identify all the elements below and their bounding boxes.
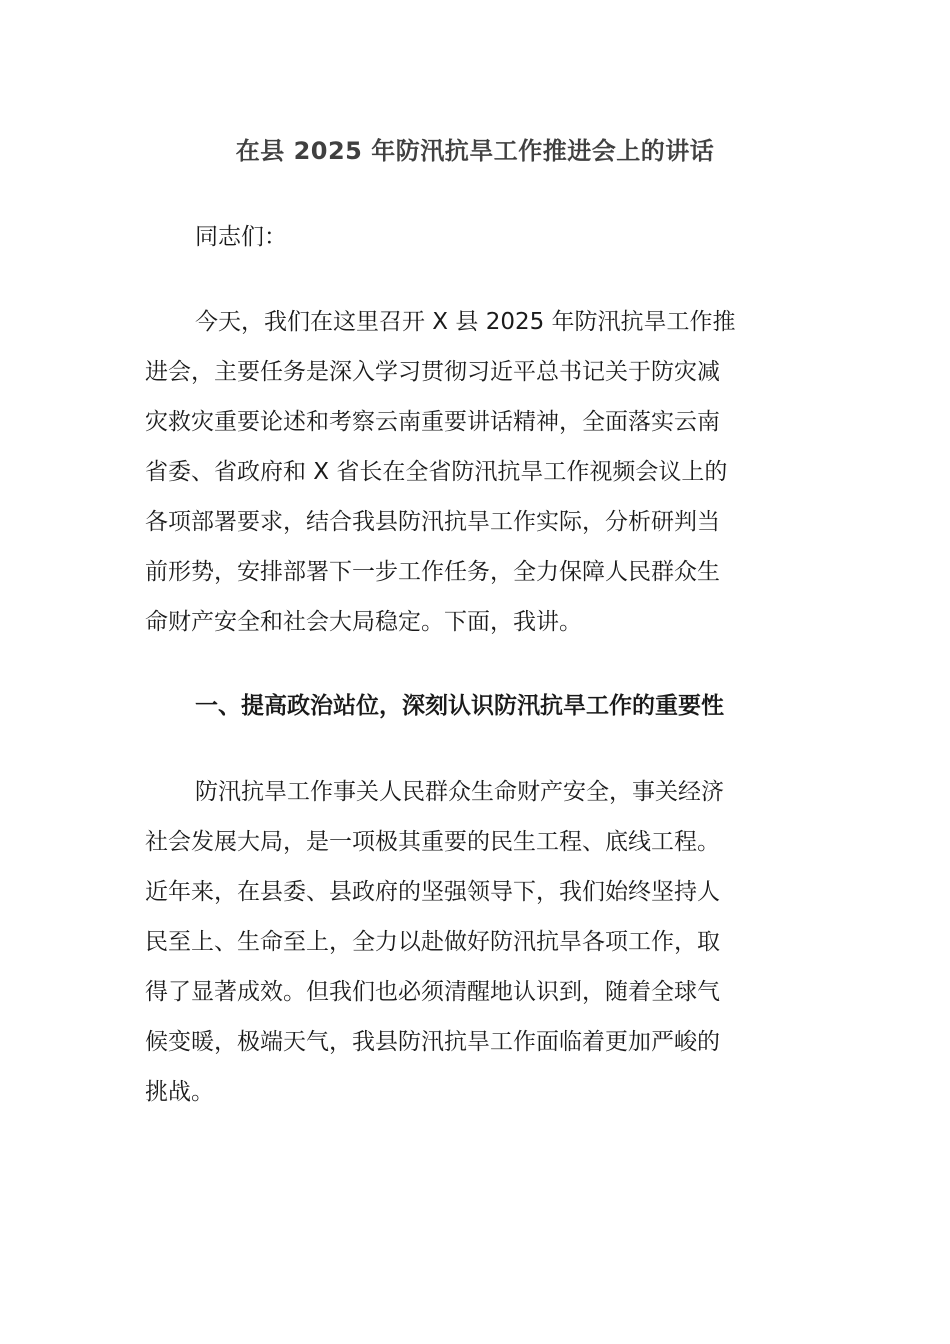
paragraph-line: 候变暖，极端天气，我县防汛抗旱工作面临着更加严峻的 bbox=[145, 1029, 720, 1055]
section-heading-1: 一、提高政治站位，深刻认识防汛抗旱工作的重要性 bbox=[195, 693, 724, 719]
paragraph-line: 前形势，安排部署下一步工作任务，全力保障人民群众生 bbox=[145, 559, 720, 585]
paragraph-line: 各项部署要求，结合我县防汛抗旱工作实际，分析研判当 bbox=[145, 509, 720, 535]
paragraph-line: 今天，我们在这里召开 X 县 2025 年防汛抗旱工作推 bbox=[195, 309, 736, 335]
paragraph-line: 民至上、生命至上，全力以赴做好防汛抗旱各项工作，取 bbox=[145, 929, 720, 955]
paragraph-line: 社会发展大局，是一项极其重要的民生工程、底线工程。 bbox=[145, 829, 720, 855]
paragraph-line: 防汛抗旱工作事关人民群众生命财产安全，事关经济 bbox=[195, 779, 724, 805]
paragraph-line: 省委、省政府和 X 省长在全省防汛抗旱工作视频会议上的 bbox=[145, 459, 728, 485]
salutation: 同志们： bbox=[195, 224, 287, 250]
paragraph-line: 命财产安全和社会大局稳定。下面，我讲。 bbox=[145, 609, 582, 635]
document-title: 在县 2025 年防汛抗旱工作推进会上的讲话 bbox=[235, 137, 715, 165]
paragraph-intro bbox=[145, 297, 785, 647]
paragraph-line: 进会，主要任务是深入学习贯彻习近平总书记关于防灾减 bbox=[145, 359, 720, 385]
paragraph-line: 近年来，在县委、县政府的坚强领导下，我们始终坚持人 bbox=[145, 879, 720, 905]
paragraph-line: 得了显著成效。但我们也必须清醒地认识到，随着全球气 bbox=[145, 979, 720, 1005]
paragraph-line: 灾救灾重要论述和考察云南重要讲话精神，全面落实云南 bbox=[145, 409, 720, 435]
paragraph-line: 挑战。 bbox=[145, 1079, 214, 1105]
paragraph-section-1 bbox=[145, 767, 785, 1117]
